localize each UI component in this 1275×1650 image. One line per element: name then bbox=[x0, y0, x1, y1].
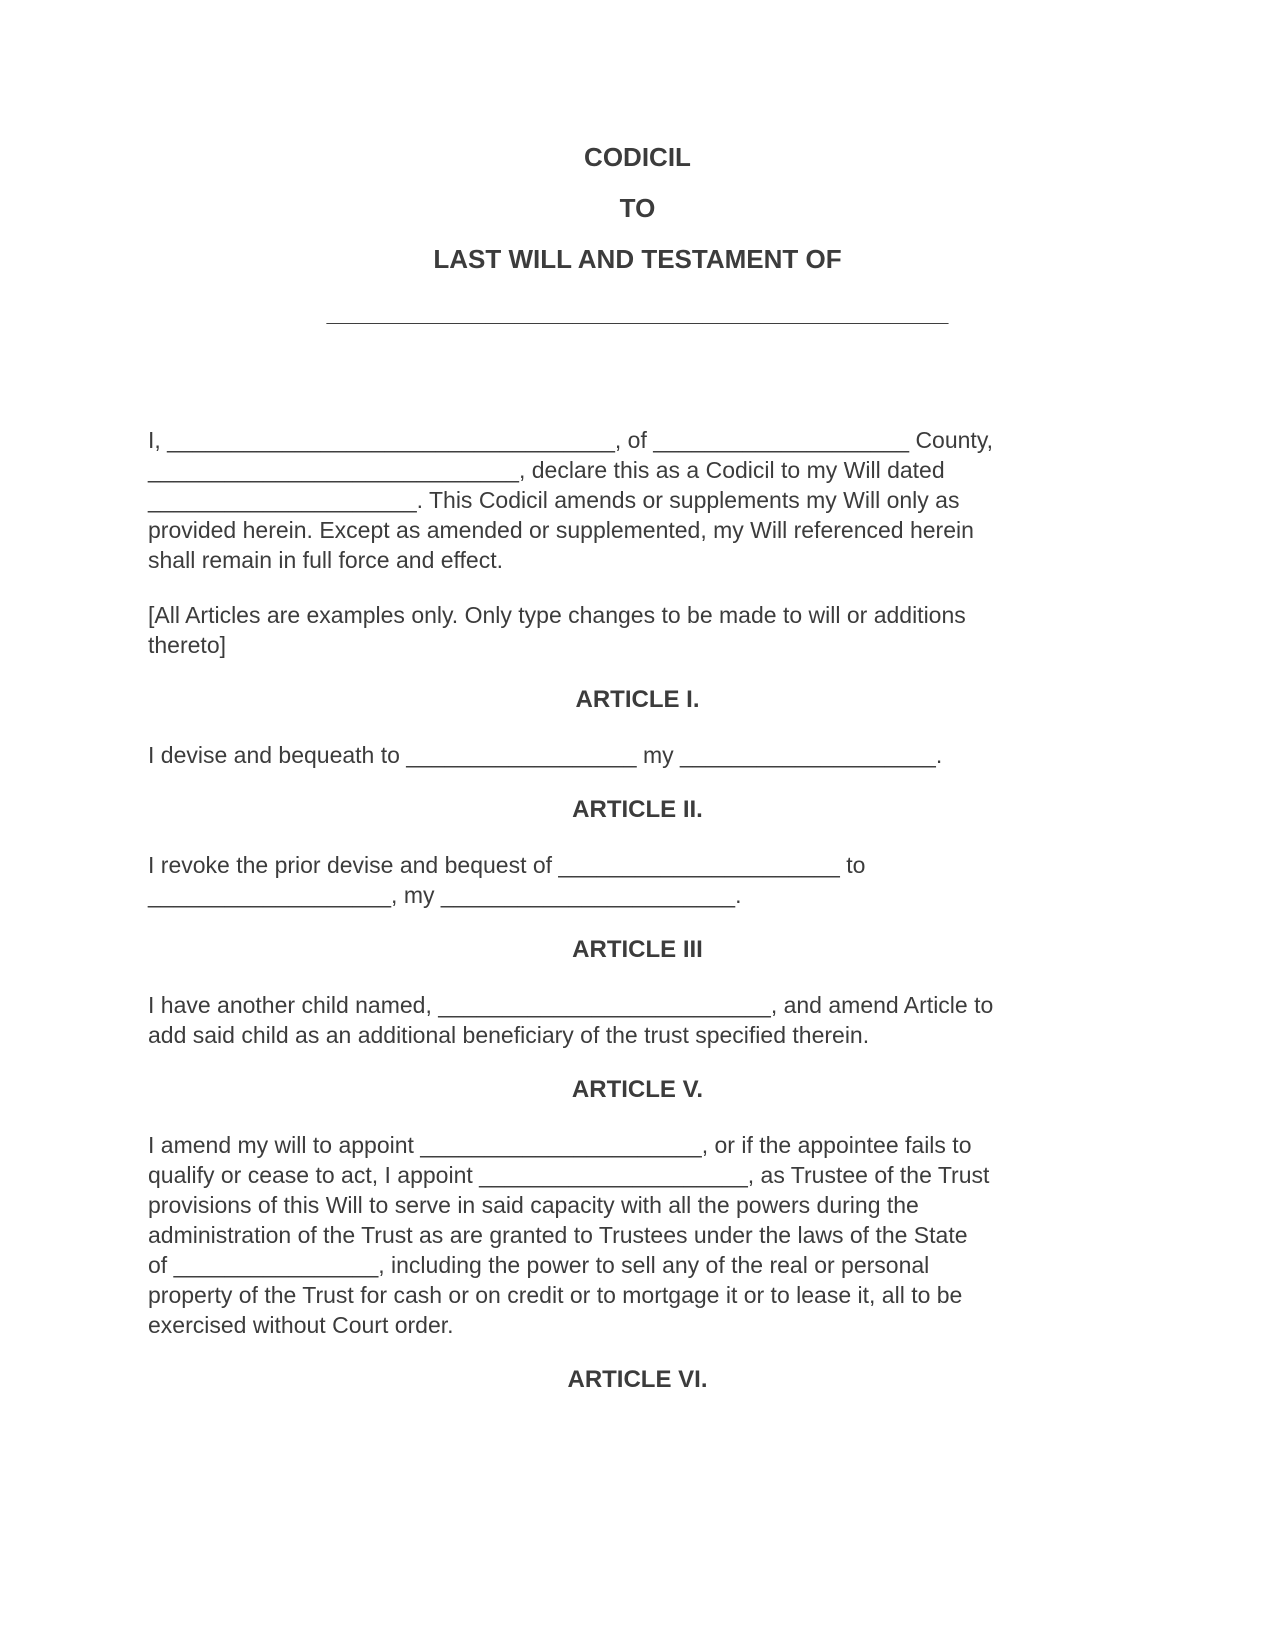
title-line-last-will: LAST WILL AND TESTAMENT OF bbox=[433, 244, 842, 274]
paragraph-line: I revoke the prior devise and bequest of ______________________ to bbox=[148, 852, 866, 878]
paragraph-line: _____________________________, declare this as a Codicil to my Will dated bbox=[148, 457, 945, 483]
paragraph bbox=[148, 600, 1127, 660]
article-heading: ARTICLE VI. bbox=[567, 1366, 708, 1393]
paragraph-line: shall remain in full force and effect. bbox=[148, 547, 503, 573]
document-title bbox=[0, 132, 1275, 327]
paragraph-line: provisions of this Will to serve in said capacity with all the powers during the bbox=[148, 1192, 919, 1218]
paragraph-line: I devise and bequeath to __________________ my ____________________. bbox=[148, 742, 943, 768]
article-heading: ARTICLE II. bbox=[572, 796, 703, 823]
paragraph-line: [All Articles are examples only. Only type changes to be made to will or additions bbox=[148, 602, 966, 628]
paragraph bbox=[148, 1130, 1127, 1340]
title-line-codicil: CODICIL bbox=[584, 142, 691, 172]
paragraph-line: add said child as an additional beneficiary of the trust specified therein. bbox=[148, 1022, 870, 1048]
paragraph-line: of ________________, including the power to sell any of the real or personal bbox=[148, 1252, 930, 1278]
paragraph-line: I, ___________________________________, of ____________________ County, bbox=[148, 427, 994, 453]
paragraph-line: I amend my will to appoint ______________________, or if the appointee fails to bbox=[148, 1132, 972, 1158]
paragraph-line: property of the Trust for cash or on credit or to mortgage it or to lease it, all to be bbox=[148, 1282, 963, 1308]
paragraph-line: I have another child named, __________________________, and amend Article to bbox=[148, 992, 994, 1018]
document-body bbox=[148, 425, 1127, 1395]
paragraph bbox=[148, 740, 1127, 770]
paragraph bbox=[148, 990, 1127, 1050]
article-heading: ARTICLE V. bbox=[571, 1076, 704, 1103]
article-heading: ARTICLE I. bbox=[575, 686, 700, 713]
paragraph-line: ___________________, my _______________________. bbox=[148, 882, 742, 908]
paragraph-line: _____________________. This Codicil amends or supplements my Will only as bbox=[148, 487, 960, 513]
paragraph-line: exercised without Court order. bbox=[148, 1312, 454, 1338]
paragraph bbox=[148, 425, 1127, 575]
paragraph-line: thereto] bbox=[148, 632, 226, 658]
paragraph-line: qualify or cease to act, I appoint _____________________, as Trustee of the Trust bbox=[148, 1162, 990, 1188]
testator-name-blank-line: ___________________________________________ bbox=[326, 297, 949, 327]
paragraph bbox=[148, 850, 1127, 910]
paragraph-line: provided herein. Except as amended or supplemented, my Will referenced herein bbox=[148, 517, 974, 543]
article-heading: ARTICLE III bbox=[572, 936, 703, 963]
paragraph-line: administration of the Trust as are granted to Trustees under the laws of the State bbox=[148, 1222, 968, 1248]
title-line-to: TO bbox=[619, 193, 656, 223]
